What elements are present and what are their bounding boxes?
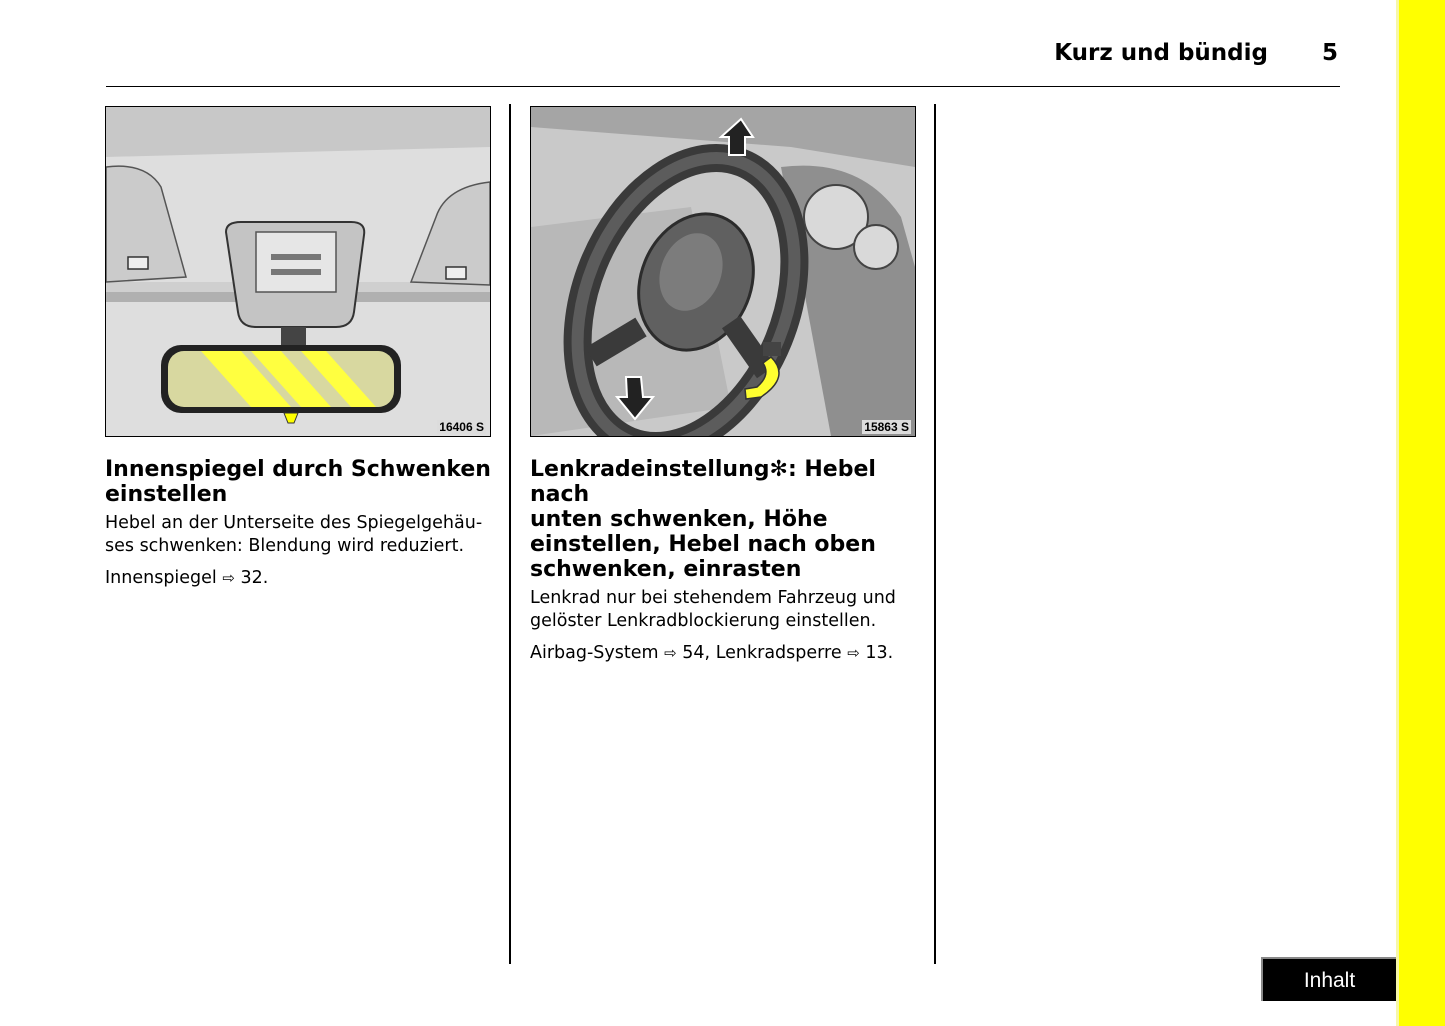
figure-interior-mirror [105,106,491,437]
column-divider-1 [509,104,511,964]
figure-code-2: 15863 S [864,420,909,434]
page-reference-arrow-icon: ⇨ [847,644,860,662]
section-title: Kurz und bündig [1054,40,1268,66]
reference-mirror: Innenspiegel ⇨ 32. [105,568,269,588]
page-header [106,38,1340,87]
figure-steering-wheel [530,106,916,437]
figure-code-1: 16406 S [439,420,484,434]
page-reference-link[interactable]: 54, [682,643,711,663]
yellow-edge-highlight [1396,0,1399,1026]
left-column [105,457,495,590]
right-column [530,457,920,665]
heading-mirror: Innenspiegel durch Schwenken einstellen [105,457,491,507]
column-divider-2 [934,104,936,964]
inhalt-button[interactable]: Inhalt [1261,957,1396,1001]
mirror-illustration [106,107,490,436]
page-reference-link[interactable]: 32. [240,568,269,588]
page-reference-link[interactable]: 13. [865,643,894,663]
snowflake-icon: ✻ [769,457,788,482]
page-reference-arrow-icon: ⇨ [664,644,677,662]
yellow-edge-strip [1396,0,1445,1026]
reference-steering: Airbag-System ⇨ 54, Lenkradsperre ⇨ 13. [530,643,894,663]
steering-wheel-illustration [531,107,915,436]
body-mirror: Hebel an der Unterseite des Spiegelgehäu- ses schwenken: Blendung wird reduziert. [105,513,483,556]
heading-steering: Lenkradeinstellung✻: Hebel nach unten schwenken, Höhe einstellen, Hebel nach oben schwenken, einrasten [530,457,876,582]
page-reference-arrow-icon: ⇨ [222,569,235,587]
page-number: 5 [1321,40,1338,66]
body-steering: Lenkrad nur bei stehendem Fahrzeug und gelöster Lenkradblockierung einstellen. [530,588,896,631]
